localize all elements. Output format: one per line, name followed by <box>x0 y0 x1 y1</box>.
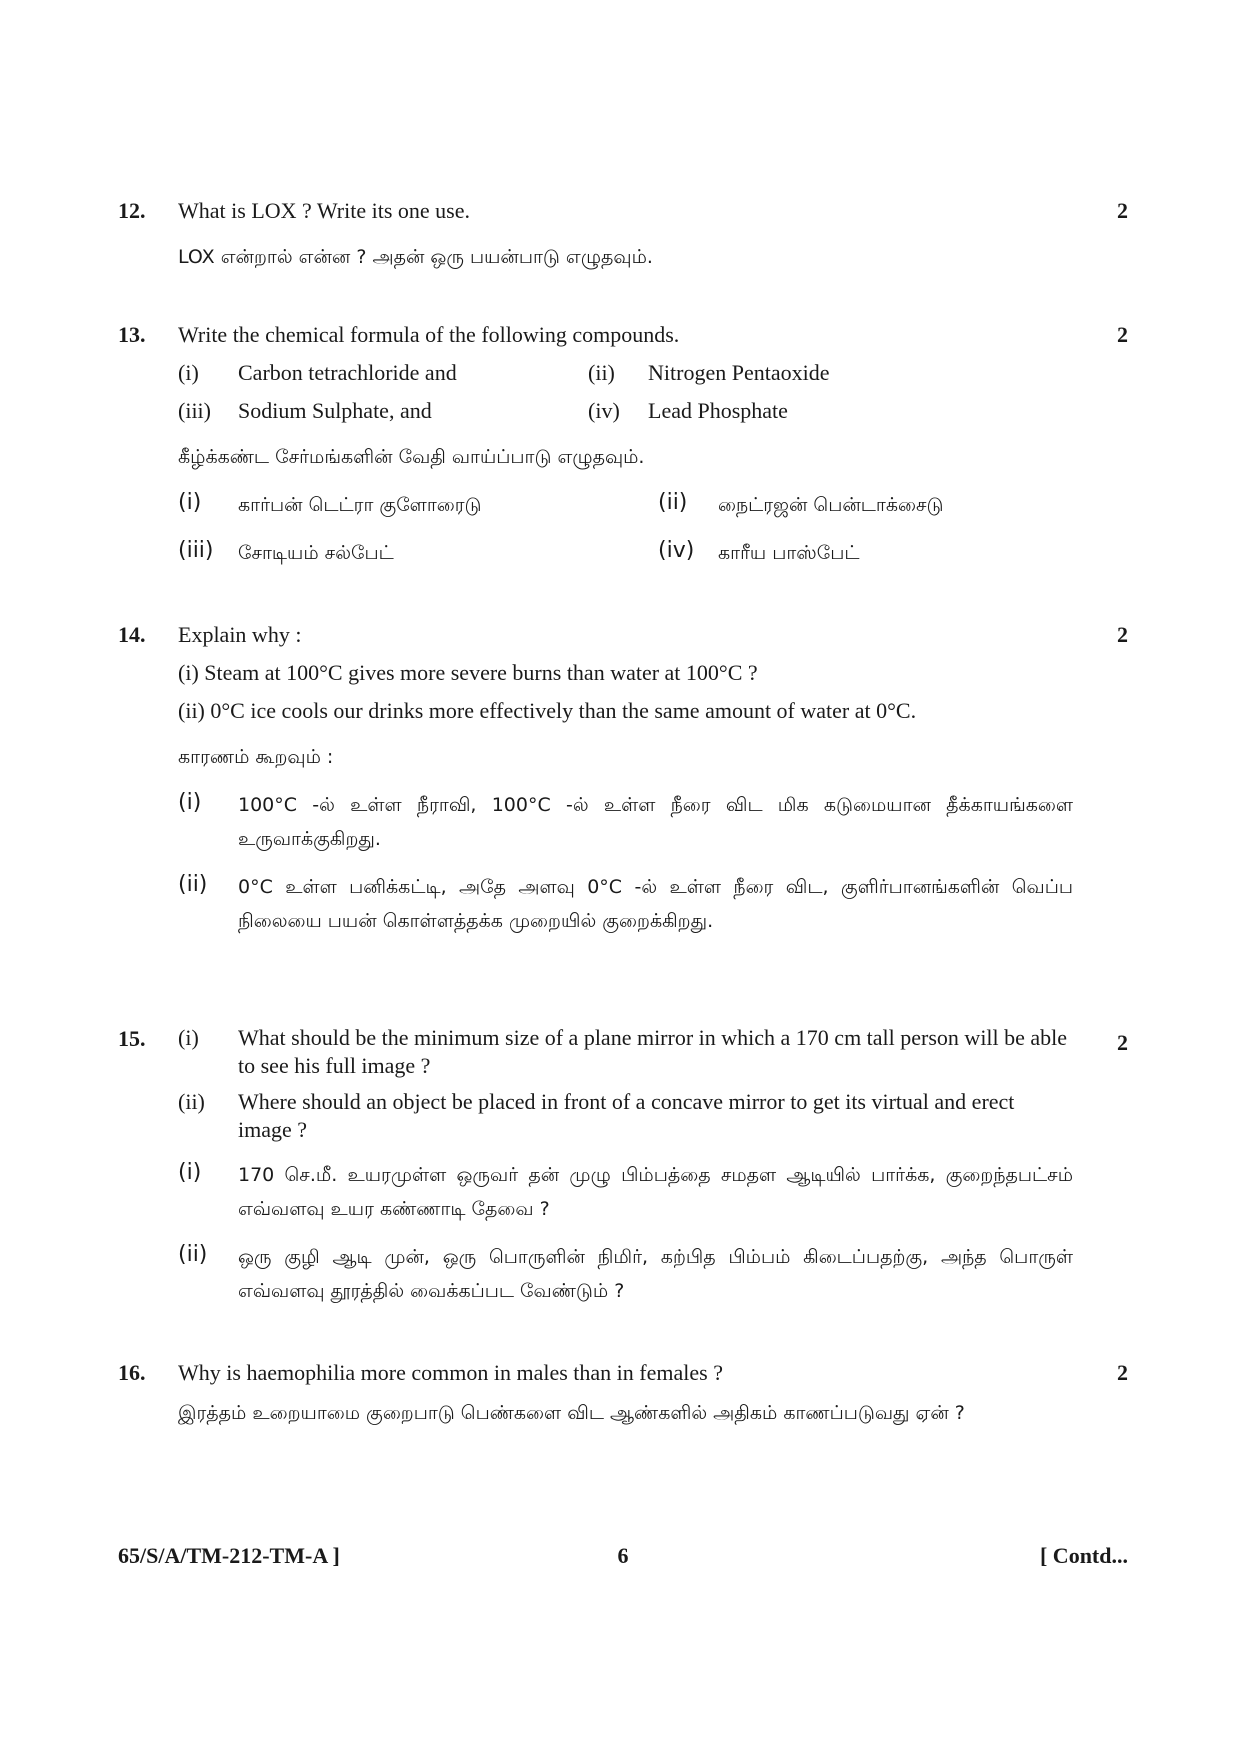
question-marks: 2 <box>1117 622 1128 647</box>
question-number: 16. <box>118 1360 146 1385</box>
question-13 <box>118 320 1128 570</box>
option-roman: (iii) <box>178 538 214 563</box>
option-text: Lead Phosphate <box>648 398 788 423</box>
question-marks: 2 <box>1117 1360 1128 1385</box>
option-roman: (ii) <box>178 872 208 897</box>
question-text-tamil: கீழ்க்கண்ட சேர்மங்களின் வேதி வாய்ப்பாடு எழுதவும். <box>178 446 645 468</box>
option-roman: (ii) <box>658 490 688 515</box>
question-16 <box>118 1358 1128 1430</box>
option-text: Carbon tetrachloride and <box>238 360 457 385</box>
option-text: Nitrogen Pentaoxide <box>648 360 830 385</box>
tamil-sub-question <box>178 788 1073 856</box>
question-number: 14. <box>118 622 146 647</box>
question-text-tamil: இரத்தம் உறையாமை குறைபாடு பெண்களை விட ஆண்களில் அதிகம் காணப்படுவது ஏன் ? <box>178 1402 965 1424</box>
option-roman: (i) <box>178 490 202 515</box>
option-text: நைட்ரஜன் பென்டாக்சைடு <box>718 494 944 516</box>
english-options <box>178 358 1073 388</box>
option-text: 0°C உள்ள பனிக்கட்டி, அதே அளவு 0°C -ல் உள்ள நீரை விட, குளிர்பானங்களின் வெப்ப நிலையை பயன் கொள்ளத்தக்க முறையில் குறைக்கிறது. <box>238 876 1073 932</box>
english-sub-question <box>178 1024 1073 1080</box>
option-roman: (iv) <box>658 538 695 563</box>
question-12 <box>118 196 1128 274</box>
question-marks: 2 <box>1117 1030 1128 1055</box>
option-roman: (i) <box>178 790 202 815</box>
question-text-english: Explain why : <box>178 622 302 647</box>
sub-question-english: (i) Steam at 100°C gives more severe burns than water at 100°C ? <box>178 660 758 685</box>
option-text: 170 செ.மீ. உயரமுள்ள ஒருவர் தன் முழு பிம்பத்தை சமதள ஆடியில் பார்க்க, குறைந்தபட்சம் எவ்வளவு உயர கண்ணாடி தேவை ? <box>238 1164 1073 1220</box>
question-14 <box>118 620 1128 938</box>
tamil-sub-question <box>178 1158 1073 1226</box>
option-text: கார்பன் டெட்ரா குளோரைடு <box>238 494 482 516</box>
option-roman: (i) <box>178 1160 202 1185</box>
tamil-options <box>178 488 1073 522</box>
sub-question-english: (ii) 0°C ice cools our drinks more effectively than the same amount of water at 0°C. <box>178 698 917 723</box>
option-roman: (iii) <box>178 398 211 423</box>
page-footer <box>118 1540 1128 1572</box>
option-roman: (ii) <box>588 360 615 385</box>
option-text: சோடியம் சல்பேட் <box>238 542 394 564</box>
question-15 <box>118 1024 1128 1308</box>
option-text: Sodium Sulphate, and <box>238 398 432 423</box>
tamil-sub-question <box>178 1240 1073 1308</box>
question-number: 13. <box>118 322 146 347</box>
question-marks: 2 <box>1117 198 1128 223</box>
question-text-tamil: காரணம் கூறவும் : <box>178 746 334 768</box>
question-number: 15. <box>118 1026 146 1051</box>
question-marks: 2 <box>1117 322 1128 347</box>
page-number: 6 <box>617 1543 629 1568</box>
question-text-english: Why is haemophilia more common in males than in females ? <box>178 1360 723 1385</box>
option-roman: (i) <box>178 1025 199 1050</box>
tamil-options <box>178 536 1073 570</box>
question-text-english: What is LOX ? Write its one use. <box>178 198 470 223</box>
option-text: 100°C -ல் உள்ள நீராவி, 100°C -ல் உள்ள நீரை விட மிக கடுமையான தீக்காயங்களை உருவாக்குகிறது. <box>238 794 1073 850</box>
english-options <box>178 396 1073 426</box>
option-text: காரீய பாஸ்பேட் <box>718 542 860 564</box>
option-roman: (iv) <box>588 398 620 423</box>
option-roman: (i) <box>178 360 199 385</box>
option-text: What should be the minimum size of a plane mirror in which a 170 cm tall person will be able to see his full image ? <box>238 1025 1068 1078</box>
english-sub-question <box>178 1088 1073 1144</box>
option-roman: (ii) <box>178 1089 205 1114</box>
question-text-tamil: LOX என்றால் என்ன ? அதன் ஒரு பயன்பாடு எழுதவும். <box>178 246 653 268</box>
option-roman: (ii) <box>178 1242 208 1267</box>
question-text-english: Write the chemical formula of the following compounds. <box>178 322 680 347</box>
paper-code: 65/S/A/TM-212-TM-A ] <box>118 1543 340 1568</box>
question-number: 12. <box>118 198 146 223</box>
option-text: Where should an object be placed in front of a concave mirror to get its virtual and erect image ? <box>238 1089 1015 1142</box>
continued-label: [ Contd... <box>1039 1543 1128 1568</box>
tamil-sub-question <box>178 870 1073 938</box>
option-text: ஒரு குழி ஆடி முன், ஒரு பொருளின் நிமிர், கற்பித பிம்பம் கிடைப்பதற்கு, அந்த பொருள் எவ்வளவு தூரத்தில் வைக்கப்பட வேண்டும் ? <box>238 1246 1073 1302</box>
